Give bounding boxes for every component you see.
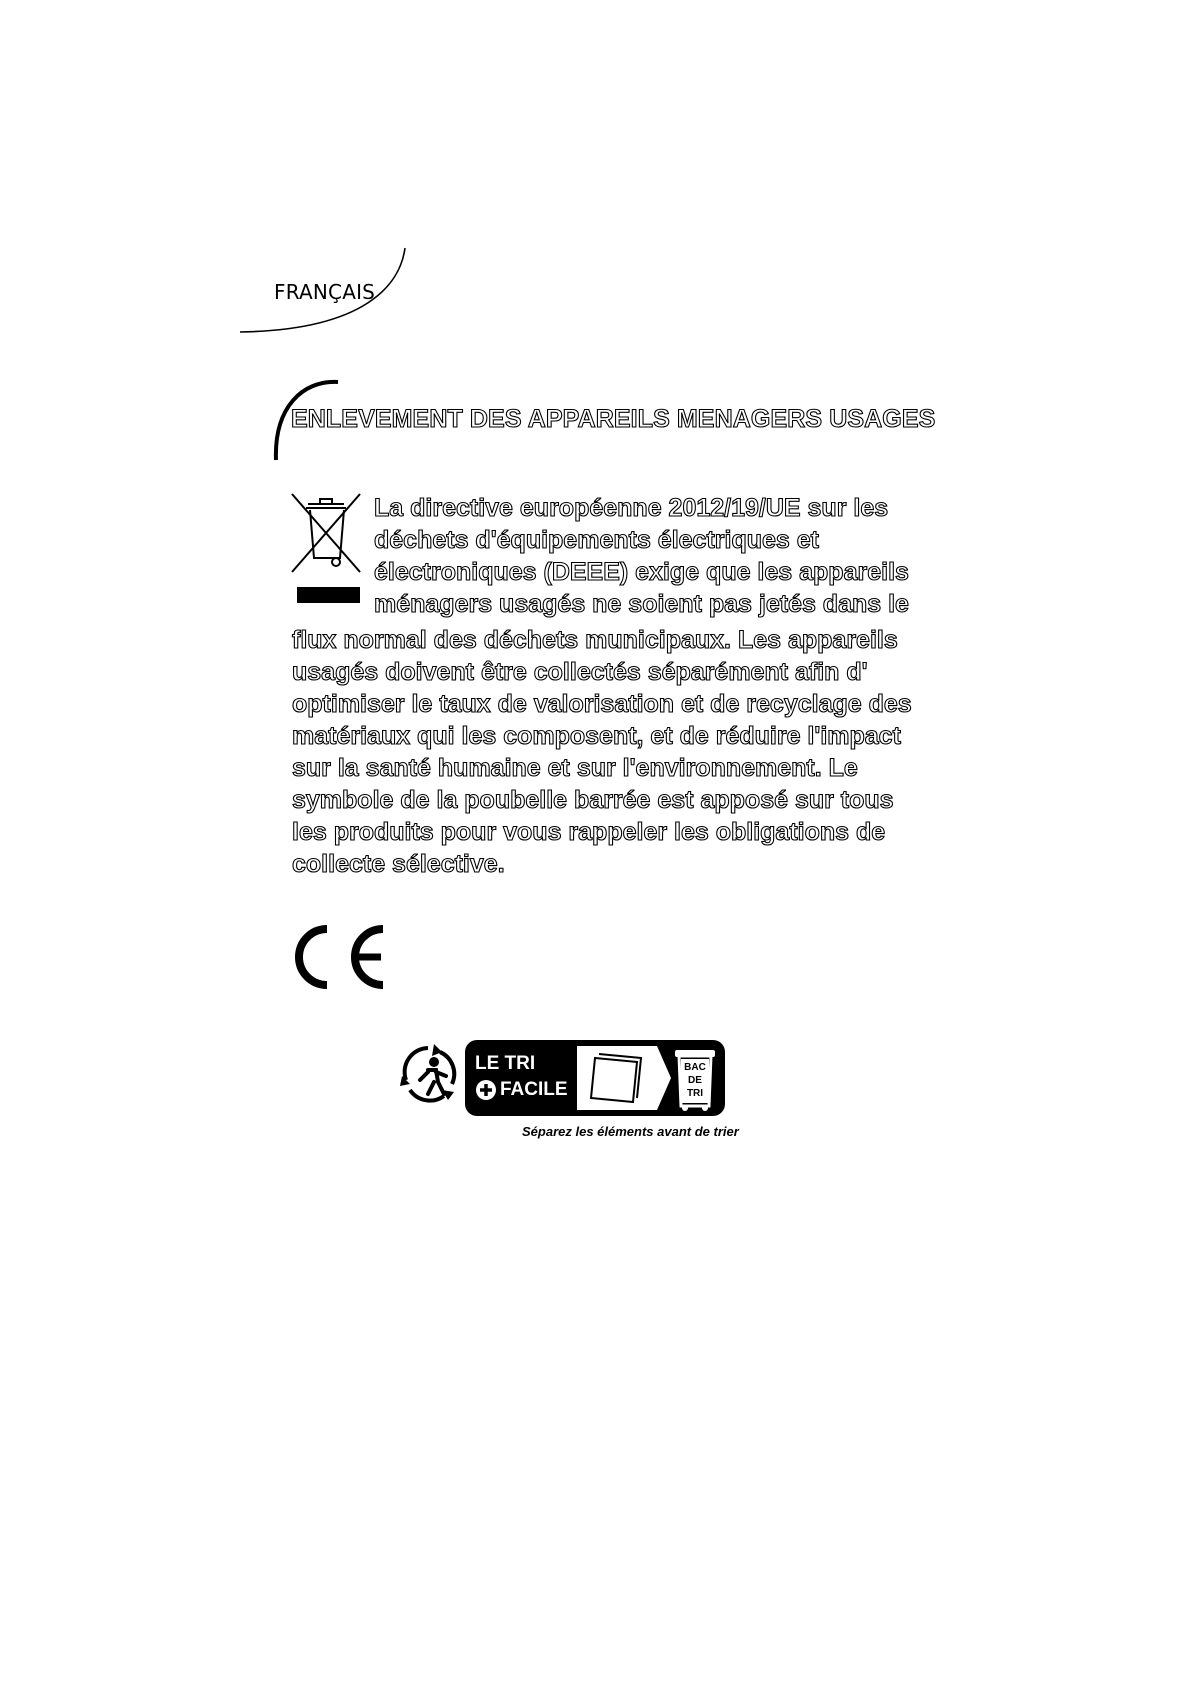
- paragraph-line: La directive européenne 2012/19/UE sur les: [374, 494, 889, 522]
- info-tri-badge: [465, 1040, 725, 1116]
- paragraph-line: matériaux qui les composent, et de réduire l'impact: [292, 722, 901, 750]
- info-tri-caption: Séparez les éléments avant de trier: [522, 1124, 739, 1139]
- weee-date-bar: [297, 587, 360, 603]
- info-tri-line2: FACILE: [500, 1079, 568, 1100]
- bin-label-line: DE: [688, 1075, 702, 1086]
- paragraph-line: sur la santé humaine et sur l'environnement. Le: [292, 754, 858, 782]
- paragraph-line: ménagers usagés ne soient pas jetés dans le: [374, 590, 909, 618]
- ce-mark-logo: [295, 922, 395, 992]
- bin-label-line: TRI: [686, 1088, 704, 1099]
- paragraph-line: flux normal des déchets municipaux. Les appareils: [292, 626, 898, 654]
- paragraph-line: déchets d'équipements électriques et: [374, 526, 819, 554]
- paragraph-line: usagés doivent être collectés séparément afin d': [292, 658, 868, 686]
- bin-label-line: BAC: [684, 1062, 706, 1073]
- info-tri-line1: LE TRI: [475, 1053, 536, 1074]
- paragraph-line: collecte sélective.: [292, 850, 505, 878]
- crossed-out-wheelie-bin-icon: [286, 488, 366, 580]
- section-title: ENLEVEMENT DES APPAREILS MENAGERS USAGES: [291, 405, 936, 433]
- paragraph-line: électroniques (DEEE) exige que les appareils: [374, 558, 909, 586]
- language-label: FRANÇAIS: [274, 280, 376, 304]
- triman-icon: [398, 1040, 462, 1106]
- paragraph-line: optimiser le taux de valorisation et de recyclage des: [292, 690, 912, 718]
- paragraph-line: les produits pour vous rappeler les obligations de: [292, 818, 886, 846]
- paragraph-line: symbole de la poubelle barrée est apposé sur tous: [292, 786, 894, 814]
